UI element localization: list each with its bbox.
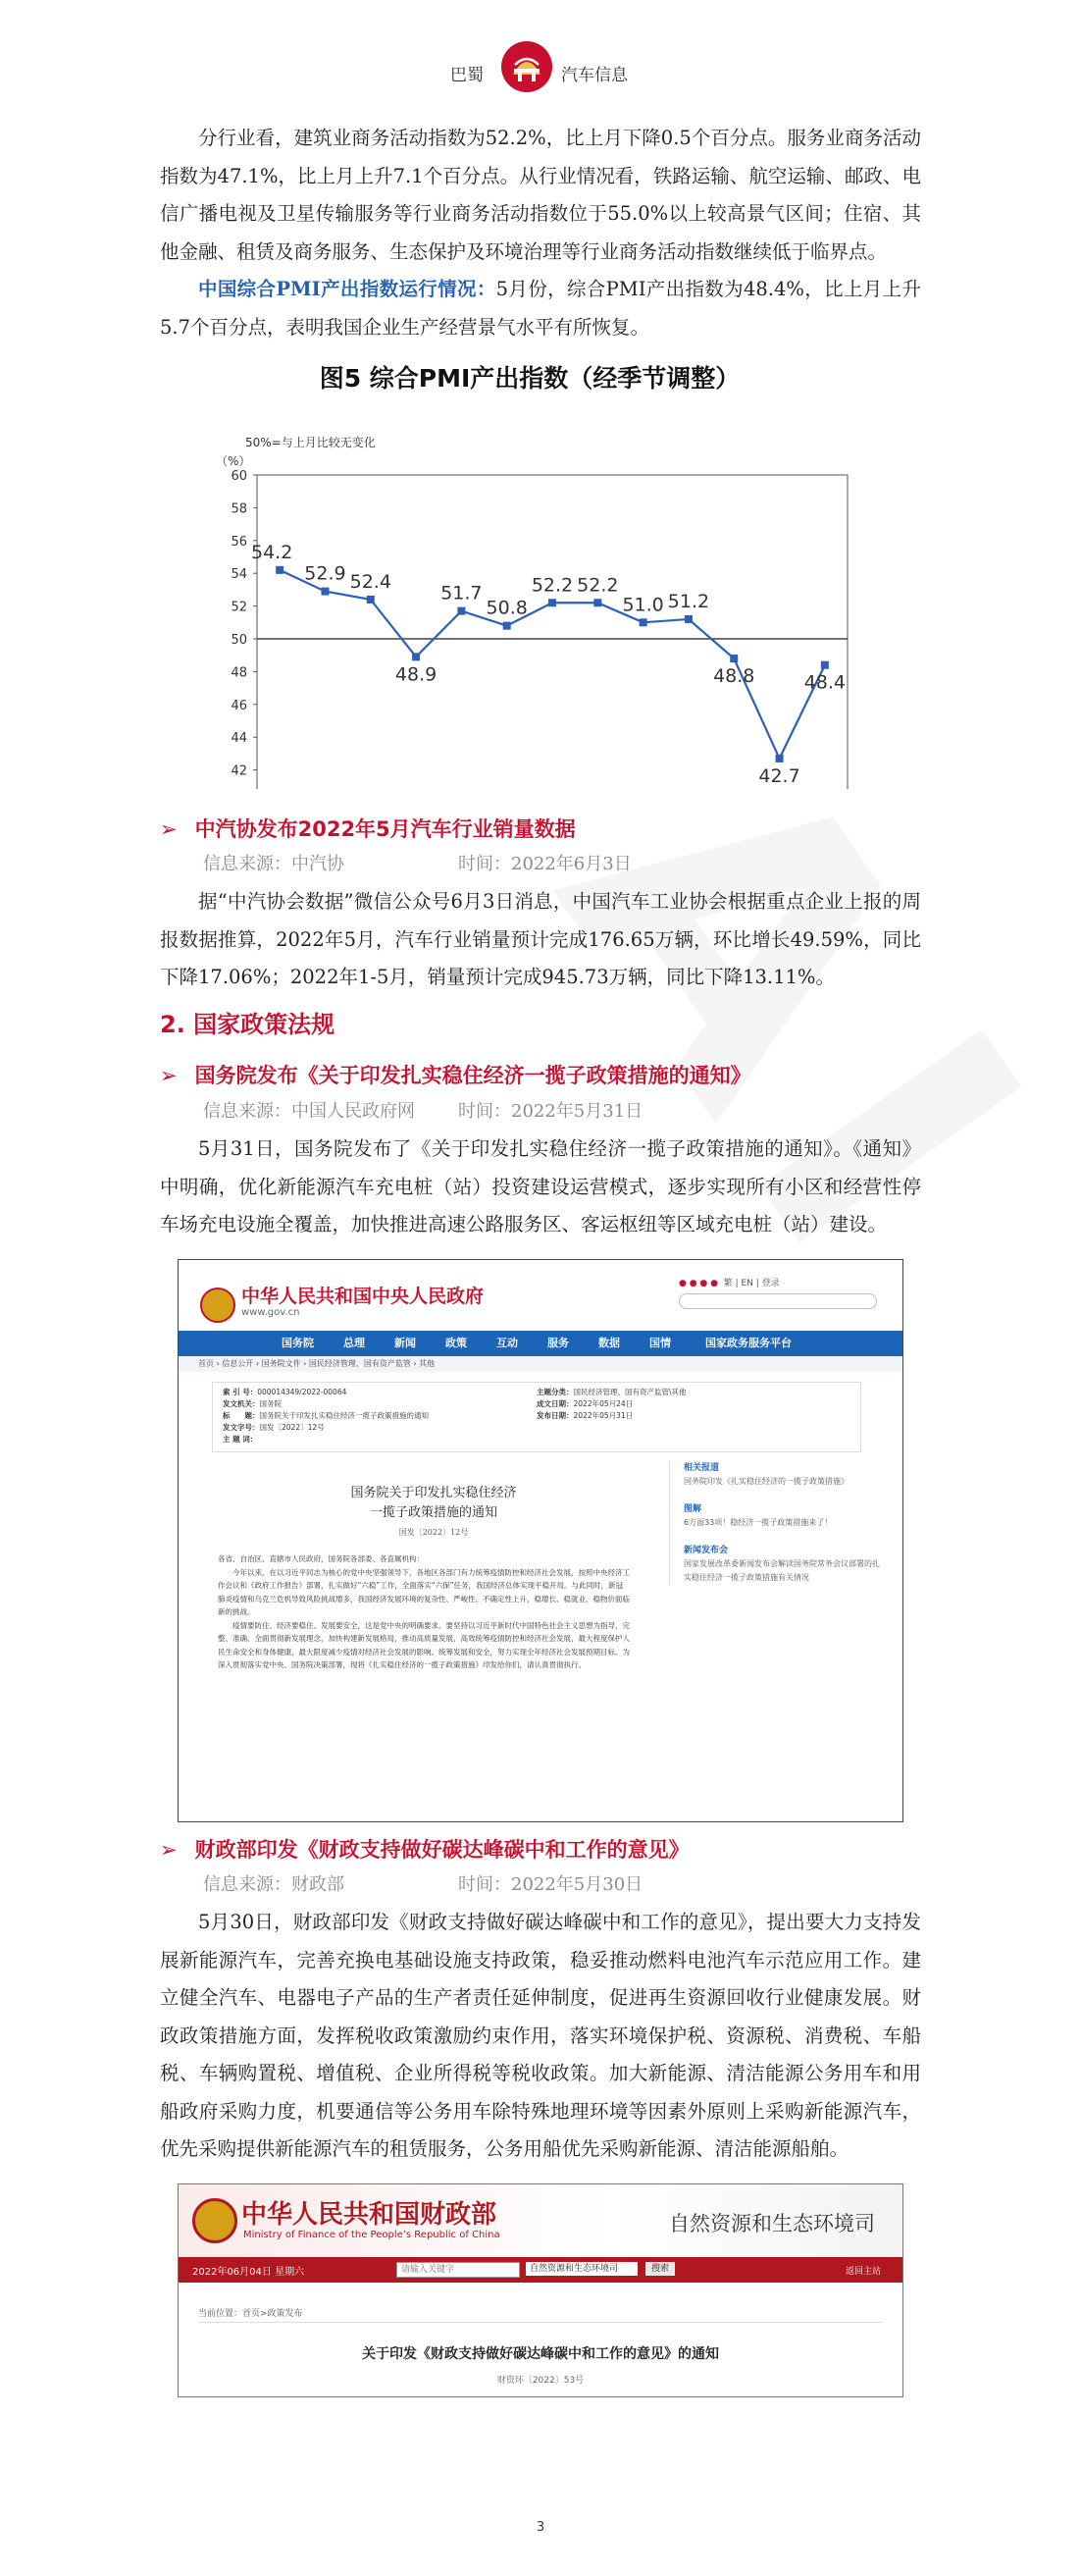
composite-pmi-label: 中国综合PMI产出指数运行情况： (198, 278, 496, 300)
data-label: 42.7 (758, 764, 800, 787)
data-point (548, 599, 556, 606)
gov-doc-title-line2: 一揽子政策措施的通知 (369, 1505, 497, 1520)
data-label: 54.2 (250, 541, 293, 563)
gov-site-url: www.gov.cn (241, 1307, 300, 1318)
gov-meta-left-row (223, 1434, 517, 1446)
y-axis-unit-label: （%） (216, 454, 251, 468)
gov-doc-title (306, 1484, 561, 1543)
meta-key: 成文日期： (537, 1399, 574, 1408)
chart-annotation: 50%=与上月比较无变化 (245, 436, 376, 449)
gov-doc-title-line1: 国务院关于印发扎实稳住经济 (350, 1486, 517, 1500)
gov-nav-item[interactable]: 总理 (343, 1337, 365, 1349)
news2-heading (160, 1060, 751, 1089)
meta-value: 2022年05月24日 (573, 1399, 634, 1408)
gov-doc-body (218, 1552, 630, 1672)
mof-name-cn: 中华人民共和国财政部 (241, 2200, 497, 2230)
news1-time: 时间：2022年6月3日 (458, 854, 632, 874)
mof-dept: 自然资源和生态环境司 (669, 2212, 875, 2235)
gov-nav-item[interactable]: 国家政务服务平台 (705, 1337, 792, 1349)
y-tick-label: 50 (231, 633, 247, 648)
y-tick-label: 44 (231, 731, 247, 747)
gov-side-press-link[interactable]: 国家发展改革委新闻发布会解读国务院常务会议部署的扎实稳住经济一揽子政策措施有关情况 (684, 1559, 880, 1582)
news2-title: 国务院发布《关于印发扎实稳住经济一揽子政策措施的通知》 (194, 1064, 751, 1087)
meta-key: 主 题 词： (223, 1435, 258, 1444)
mof-search-input[interactable] (396, 2262, 520, 2278)
paragraph-industry: 分行业看，建筑业商务活动指数为52.2%，比上月下降0.5个百分点。服务业商务活动指数为47.1%，比上月上升7.1个百分点。从行业情况看，铁路运输、航空运输、邮政、电信广播电视及卫星传输服务等行业商务活动指数位于55.0%以上较高景气区间；住宿、其他金融、租赁及商务服务、生态保护及环境治理等行业商务活动指数继续低于临界点。 (160, 127, 921, 263)
y-tick-label: 42 (231, 763, 247, 779)
y-tick-label: 46 (231, 698, 247, 713)
mof-date: 2022年06月04日 星期六 (192, 2267, 305, 2278)
data-label: 52.9 (304, 562, 346, 585)
gov-search-input[interactable] (679, 1293, 877, 1309)
gov-nav-item[interactable]: 互动 (496, 1337, 518, 1349)
series-line (280, 570, 825, 759)
meta-key: 发文字号： (223, 1423, 260, 1432)
gov-top-links[interactable] (679, 1276, 780, 1288)
news3-source-line (203, 1870, 643, 1896)
news2-source: 信息来源：中国人民政府网 (203, 1101, 415, 1122)
y-tick-label: 58 (231, 501, 247, 517)
national-emblem-icon (200, 1288, 235, 1323)
data-label: 51.2 (667, 590, 710, 612)
gov-doc-body-3: 疫情要防住、经济要稳住、发展要安全，这是党中央的明确要求。要坚持以习近平新时代中国特色社会主义思想为指导，完整、准确、全面贯彻新发展理念，加快构建新发展格局，推动高质量发展，高效统筹疫情防控和经济社会发展，最大程度保护人民生命安全和身体健康，最大限度减少疫情对经济社会发展的影响。统筹发展和安全，努力实现全年经济社会发展预期目标。为深入贯彻落实党中央、国务院决策部署，现将《扎实稳住经济的一揽子政策措施》印发给你们，请认真贯彻执行。 (218, 1620, 630, 1669)
gov-side-related-link[interactable]: 国务院印发《扎实稳住经济的一揽子政策措施》 (684, 1477, 849, 1486)
gov-top-links-text[interactable]: 繁 | EN | 登录 (723, 1279, 780, 1288)
mof-doc-title: 关于印发《财政支持做好碳达峰碳中和工作的意见》的通知 (362, 2346, 719, 2362)
gov-side-graphic-title: 图解 (684, 1504, 702, 1514)
watermark (479, 690, 1081, 1353)
arrow-icon: ➢ (160, 1838, 178, 1862)
meta-key: 发文机关： (223, 1399, 260, 1408)
gov-side-graphic-link[interactable]: 6方面33项！稳经济一揽子政策措施来了！ (684, 1518, 833, 1527)
meta-value: 国发〔2022〕12号 (259, 1423, 325, 1432)
data-label: 52.2 (531, 574, 574, 597)
news1-source-line (203, 850, 632, 875)
gov-meta-left-row (223, 1398, 517, 1410)
data-point (276, 566, 283, 574)
header-left-text: 巴蜀 (450, 66, 484, 85)
arrow-icon: ➢ (160, 1064, 178, 1087)
gov-meta-table (212, 1382, 861, 1452)
mof-divider (198, 2322, 883, 2323)
gov-breadcrumb: 首页 › 信息公开 › 国务院文件 › 国民经济管理、国有资产监管 › 其他 (179, 1356, 902, 1372)
news2-body: 5月31日，国务院发布了《关于印发扎实稳住经济一揽子政策措施的通知》。《通知》中明确，优化新能源汽车充电桩（站）投资建设运营模式，逐步实现所有小区和经营性停车场充电设施全覆盖，加快推进高速公路服务区、客运枢纽等区域充电桩（站）建设。 (160, 1137, 921, 1235)
news2-time: 时间：2022年5月31日 (458, 1101, 643, 1122)
gov-site-name: 中华人民共和国中央人民政府 (241, 1286, 485, 1307)
y-tick-label: 54 (231, 567, 247, 583)
gov-meta-left-row (223, 1387, 517, 1398)
gov-doc-body-2: 今年以来，在以习近平同志为核心的党中央坚强领导下，各地区各部门有力统筹疫情防控和经济社会发展，按照中央经济工作会议和《政府工作报告》部署，扎实做好“六稳”工作，全面落实“六保”任务，我国经济总体实现平稳开局。与此同时，新冠肺炎疫情和乌克兰危机导致风险挑战增多，我国经济发展环境的复杂性、严峻性、不确定性上升，稳增长、稳就业、稳物价面临新的挑战。 (218, 1567, 630, 1616)
composite-pmi-text: 5月份，综合PMI产出指数为48.4%，比上月上升5.7个百分点，表明我国企业生产经营景气水平有所恢复。 (160, 278, 921, 339)
data-point (457, 607, 465, 615)
data-label: 48.9 (394, 663, 438, 686)
gov-nav-item[interactable]: 政策 (445, 1337, 467, 1349)
gov-nav-bar (179, 1331, 902, 1356)
gov-meta-right-row (537, 1410, 831, 1422)
news1-body: 据“中汽协会数据”微信公众号6月3日消息，中国汽车工业协会根据重点企业上报的周报数据推算，2022年5月，汽车行业销量预计完成176.65万辆，环比增长49.59%，同比下降17.06%；2022年1-5月，销量预计完成945.73万辆，同比下降13.11%。 (160, 890, 921, 988)
meta-value: 国务院 (259, 1399, 282, 1408)
gov-nav-list (179, 1331, 902, 1356)
mof-back-home-link[interactable]: 返回主站 (846, 2267, 882, 2277)
logo-icon (501, 41, 552, 92)
page-number: 3 (536, 2520, 545, 2535)
data-point (685, 615, 693, 623)
meta-key: 主题分类： (537, 1388, 574, 1396)
news3-body: 5月30日，财政部印发《财政支持做好碳达峰碳中和工作的意见》，提出要大力支持发展新能源汽车，完善充换电基础设施支持政策，稳妥推动燃料电池汽车示范应用工作。建立健全汽车、电器电子产品的生产者责任延伸制度，促进再生资源回收行业健康发展。财政政策措施方面，发挥税收政策激励约束作用，落实环境保护税、资源税、消费税、车船税、车辆购置税、增值税、企业所得税等税收政策。加大新能源、清洁能源公务用车和用船政府采购力度，机要通信等公务用车除特殊地理环境等因素外原则上采购新能源汽车，优先采购提供新能源汽车的租赁服务，公务用船优先采购新能源、清洁能源船舶。 (160, 1911, 921, 2160)
pmi-chart-svg (177, 357, 863, 789)
paragraph-composite-pmi (160, 271, 921, 346)
data-label: 48.8 (713, 665, 755, 688)
mof-name-en: Ministry of Finance of the People’s Republic of China (243, 2230, 500, 2240)
chart-title: 图5 综合PMI产出指数（经季节调整） (319, 364, 741, 393)
data-point (821, 661, 829, 669)
news1-heading (160, 814, 576, 843)
data-point (503, 622, 511, 630)
arrow-icon: ➢ (160, 817, 178, 841)
gov-meta-right-row (537, 1387, 831, 1398)
mof-search-button[interactable]: 搜索 (645, 2262, 675, 2276)
data-point (367, 596, 375, 604)
gov-nav-item[interactable]: 国务院 (282, 1337, 314, 1349)
news3-title: 财政部印发《财政支持做好碳达峰碳中和工作的意见》 (194, 1838, 690, 1862)
data-label: 48.4 (803, 671, 847, 694)
gov-nav-item[interactable]: 新闻 (394, 1337, 416, 1349)
data-point (730, 655, 738, 662)
gov-meta-right-row (537, 1398, 831, 1410)
data-point (640, 618, 647, 626)
gov-doc-body-1: 各省、自治区、直辖市人民政府，国务院各部委、各直属机构： (218, 1554, 424, 1563)
data-point (593, 599, 601, 606)
national-emblem-icon (192, 2198, 237, 2243)
gov-side-related-title: 相关报道 (684, 1463, 720, 1473)
share-icons[interactable]: ● ● ● ● (679, 1279, 718, 1288)
data-label: 51.7 (440, 582, 483, 605)
news2-source-line (203, 1097, 643, 1123)
plot-area-frame (257, 475, 848, 789)
news3-time: 时间：2022年5月30日 (458, 1874, 643, 1895)
data-label: 51.0 (622, 594, 664, 616)
gov-nav-item[interactable]: 国情 (649, 1337, 671, 1349)
gov-doc-number: 国发〔2022〕12号 (398, 1528, 469, 1537)
meta-value: 国民经济管理、国有资产监管\其他 (573, 1388, 687, 1396)
data-point (412, 653, 420, 660)
data-point (321, 588, 329, 596)
header-right-text: 汽车信息 (561, 66, 628, 85)
meta-value: 000014349/2022-00064 (257, 1388, 347, 1396)
y-tick-label: 56 (231, 534, 247, 550)
gov-side-press-title: 新闻发布会 (684, 1546, 729, 1555)
y-tick-label: 60 (231, 469, 247, 484)
data-label: 52.4 (349, 570, 391, 593)
meta-value: 国务院关于印发扎实稳住经济一揽子政策措施的通知 (259, 1411, 429, 1420)
news3-source: 信息来源：财政部 (203, 1874, 344, 1895)
mof-screenshot (178, 2183, 903, 2397)
gov-nav-item[interactable]: 服务 (547, 1337, 569, 1349)
data-point (776, 755, 784, 762)
pmi-chart (177, 357, 863, 789)
y-tick-label: 48 (231, 665, 247, 681)
news1-source: 信息来源：中汽协 (203, 854, 344, 874)
section-title: 2. 国家政策法规 (160, 1011, 335, 1038)
meta-key: 标 题： (223, 1411, 260, 1420)
gov-meta-left-row (223, 1422, 517, 1434)
gov-screenshot (178, 1259, 903, 1822)
y-tick-label: 52 (231, 600, 247, 615)
mof-scope-select[interactable]: 自然资源和生态环境司 (526, 2262, 638, 2276)
mof-breadcrumb: 当前位置：首页>政策发布 (198, 2309, 303, 2319)
gov-nav-item[interactable]: 数据 (598, 1337, 620, 1349)
data-label: 50.8 (486, 597, 528, 619)
meta-key: 索 引 号： (223, 1388, 258, 1396)
meta-key: 发布日期： (537, 1411, 574, 1420)
mof-doc-number: 财资环〔2022〕53号 (496, 2376, 585, 2386)
data-label: 52.2 (577, 574, 619, 597)
gov-meta-left-row (223, 1410, 517, 1422)
meta-value: 2022年05月31日 (573, 1411, 634, 1420)
gov-sidebar (669, 1461, 880, 1585)
news1-title: 中汽协发布2022年5月汽车行业销量数据 (194, 817, 576, 841)
news3-heading (160, 1834, 690, 1864)
